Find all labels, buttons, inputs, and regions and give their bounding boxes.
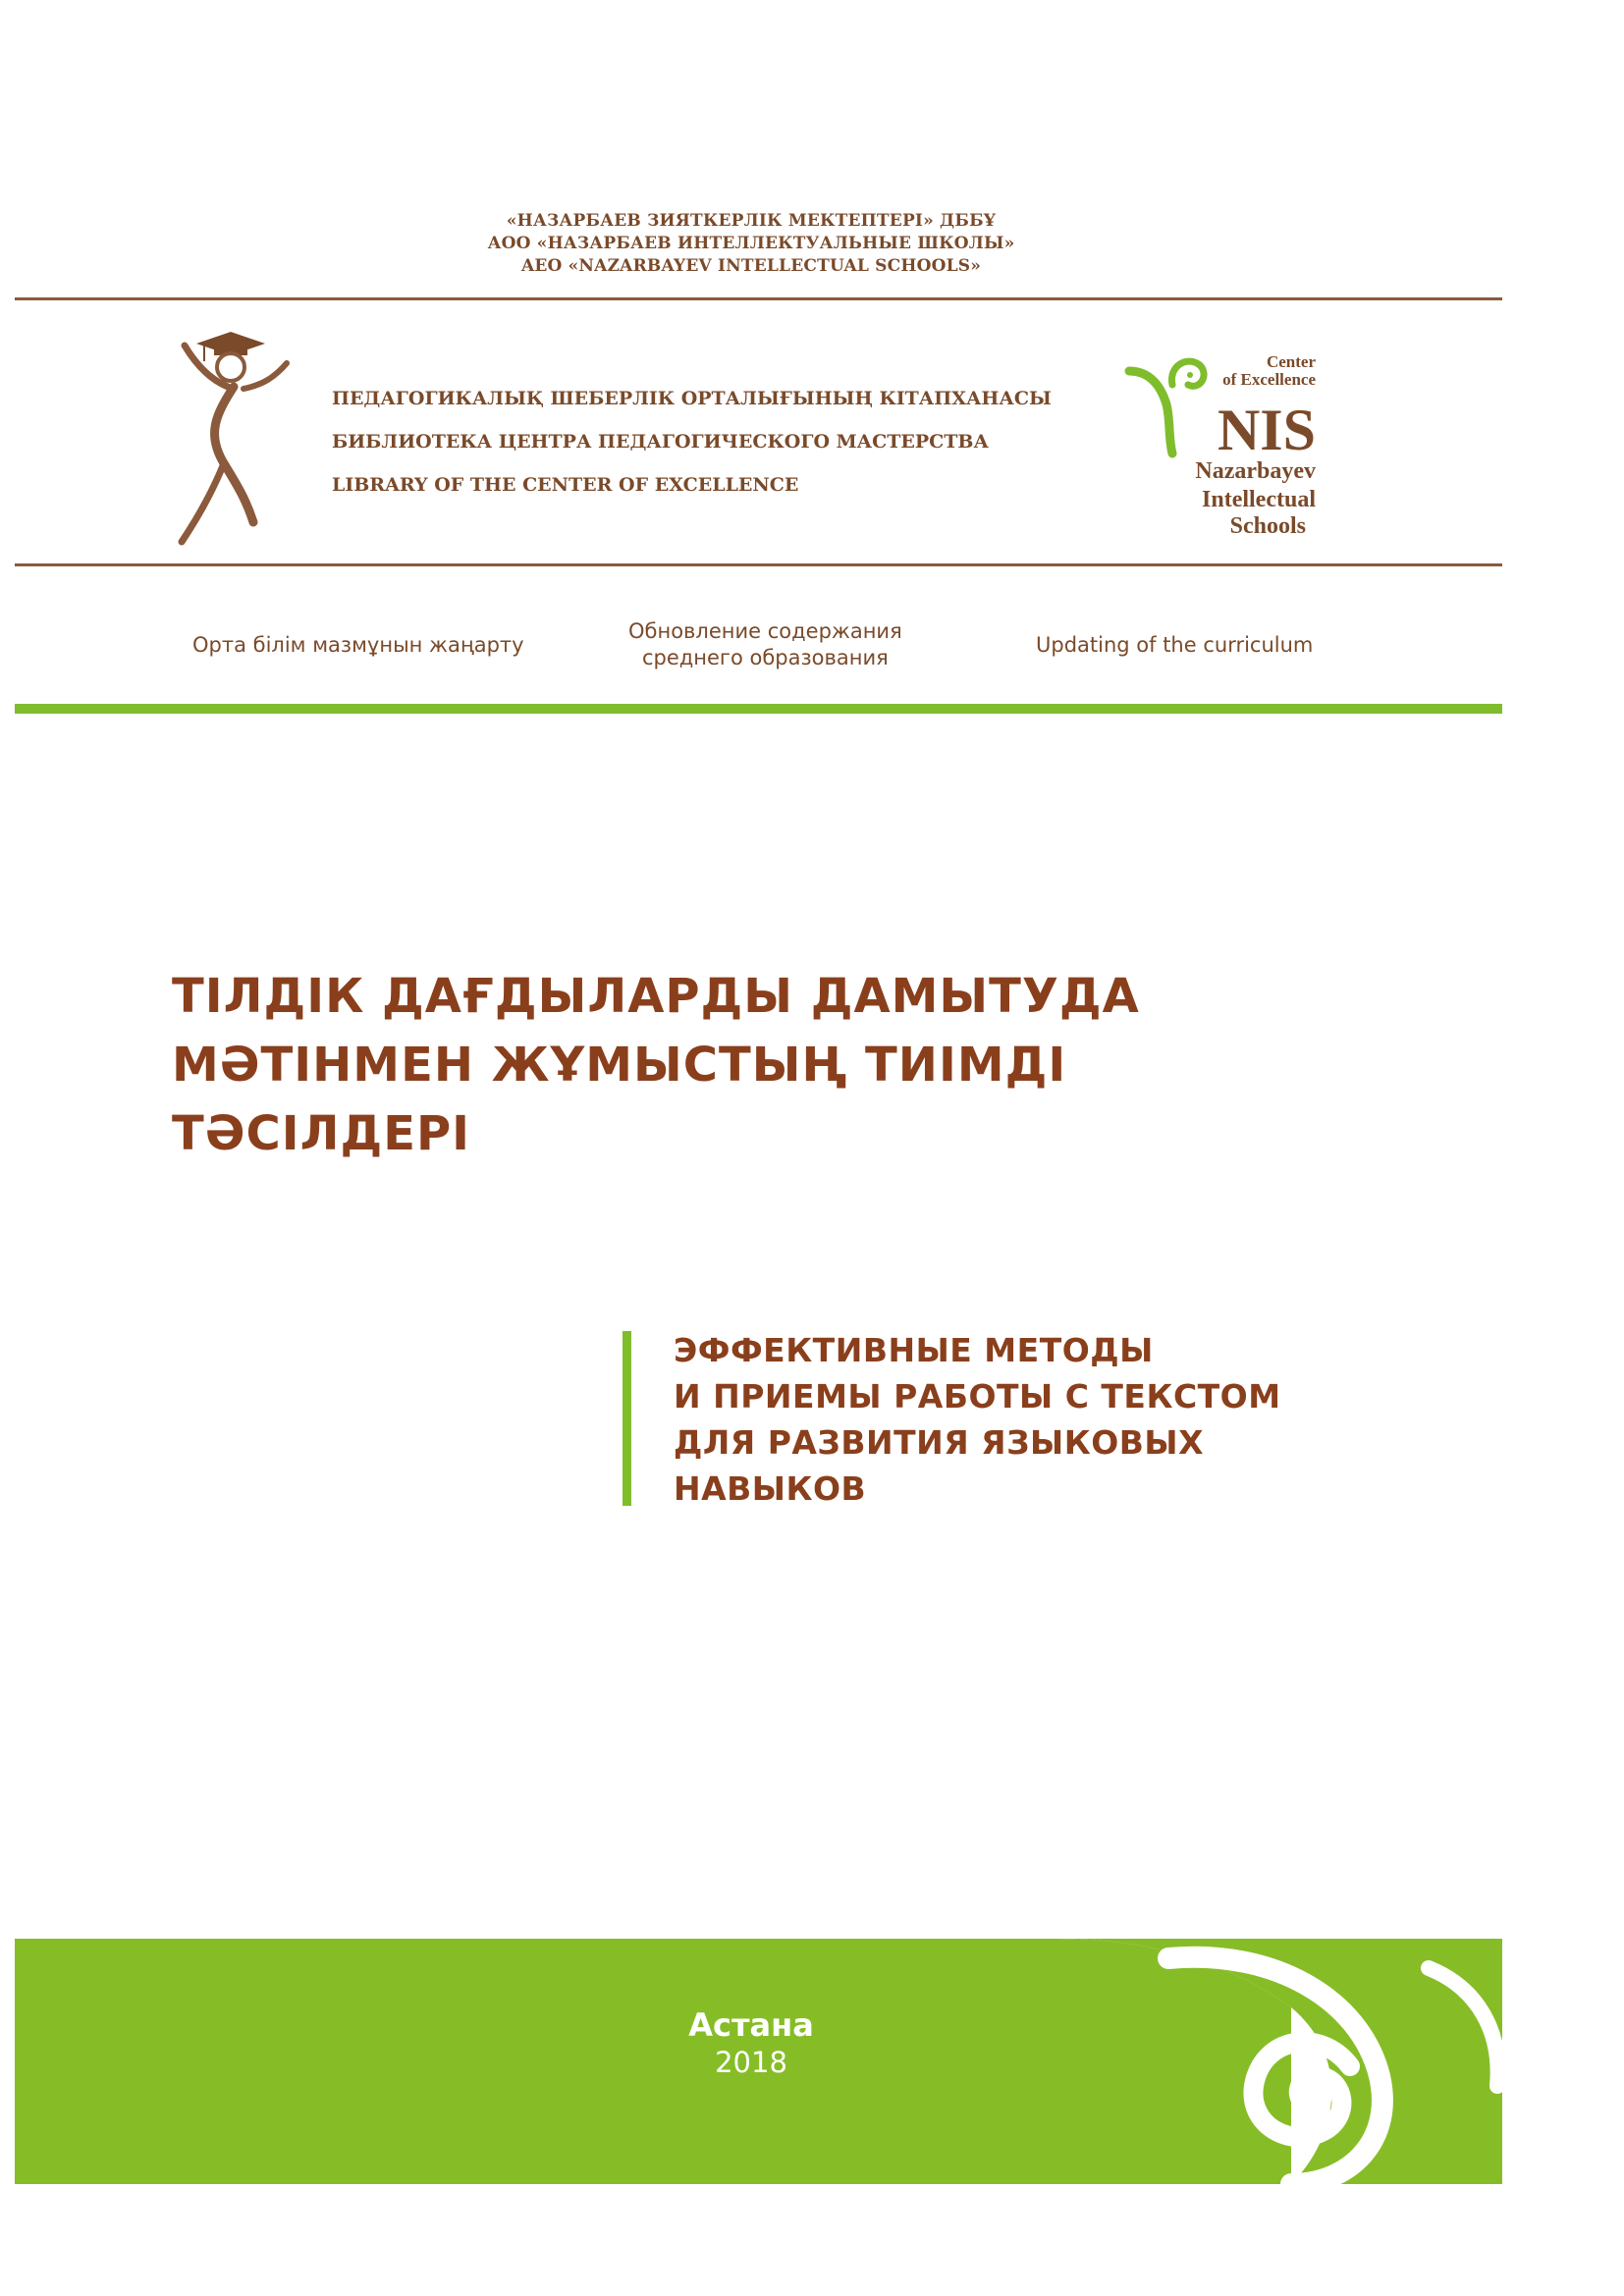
- nis-name-line3: Schools: [1229, 513, 1306, 539]
- title-accent-bar: [623, 1331, 631, 1506]
- org-name-en: AEO «NAZARBAYEV INTELLECTUAL SCHOOLS»: [520, 256, 982, 276]
- title-ru-line3: ДЛЯ РАЗВИТИЯ ЯЗЫКОВЫХ: [674, 1423, 1205, 1462]
- curriculum-ru-line2: среднего образования: [641, 646, 889, 669]
- curriculum-ru: [628, 618, 902, 671]
- title-ru-line1: ЭФФЕКТИВНЫЕ МЕТОДЫ: [674, 1331, 1154, 1369]
- title-ru-line4: НАВЫКОВ: [674, 1469, 867, 1508]
- library-names: [332, 377, 1052, 507]
- nis-logo: [1119, 346, 1326, 542]
- publication-year: 2018: [715, 2046, 787, 2079]
- title-kz-line3: ТӘСІЛДЕРІ: [172, 1106, 471, 1161]
- title-kazakh: [172, 962, 1140, 1168]
- curriculum-kz: Орта білім мазмұнын жаңарту: [192, 633, 524, 657]
- org-name-kz: «НАЗАРБАЕВ ЗИЯТКЕРЛІК МЕКТЕПТЕРІ» ДББҰ: [506, 211, 997, 231]
- organization-header: [0, 210, 1502, 278]
- publication-city: Астана: [688, 2006, 814, 2044]
- header-divider-top: [15, 297, 1502, 300]
- nis-excellence-label: of Excellence: [1222, 370, 1316, 389]
- org-name-ru: АОО «НАЗАРБАЕВ ИНТЕЛЛЕКТУАЛЬНЫЕ ШКОЛЫ»: [487, 234, 1015, 253]
- library-name-en: LIBRARY OF THE CENTER OF EXCELLENCE: [332, 474, 799, 496]
- nis-mark: NIS: [1217, 398, 1316, 462]
- title-ru-line2: И ПРИЕМЫ РАБОТЫ С ТЕКСТОМ: [674, 1377, 1281, 1415]
- title-russian: [674, 1327, 1281, 1512]
- nis-name-line1: Nazarbayev: [1195, 458, 1316, 484]
- title-kz-line1: ТІЛДІК ДАҒДЫЛАРДЫ ДАМЫТУДА: [172, 969, 1140, 1024]
- library-logo-icon: [177, 326, 304, 547]
- nis-name-line2: Intellectual: [1202, 487, 1316, 512]
- curriculum-en: Updating of the curriculum: [1036, 633, 1314, 657]
- curriculum-ru-line1: Обновление содержания: [628, 619, 902, 643]
- title-kz-line2: МӘТІНМЕН ЖҰМЫСТЫҢ ТИІМДІ: [172, 1038, 1067, 1093]
- nis-swirl-icon: [1129, 361, 1204, 454]
- library-name-kz: ПЕДАГОГИКАЛЫҚ ШЕБЕРЛІК ОРТАЛЫҒЫНЫҢ КІТАПХАНАСЫ: [332, 388, 1052, 409]
- header-divider-bottom: [15, 563, 1502, 566]
- green-divider: [15, 704, 1502, 714]
- library-name-ru: БИБЛИОТЕКА ЦЕНТРА ПЕДАГОГИЧЕСКОГО МАСТЕРСТВА: [332, 431, 989, 453]
- nis-center-label: Center: [1266, 352, 1316, 371]
